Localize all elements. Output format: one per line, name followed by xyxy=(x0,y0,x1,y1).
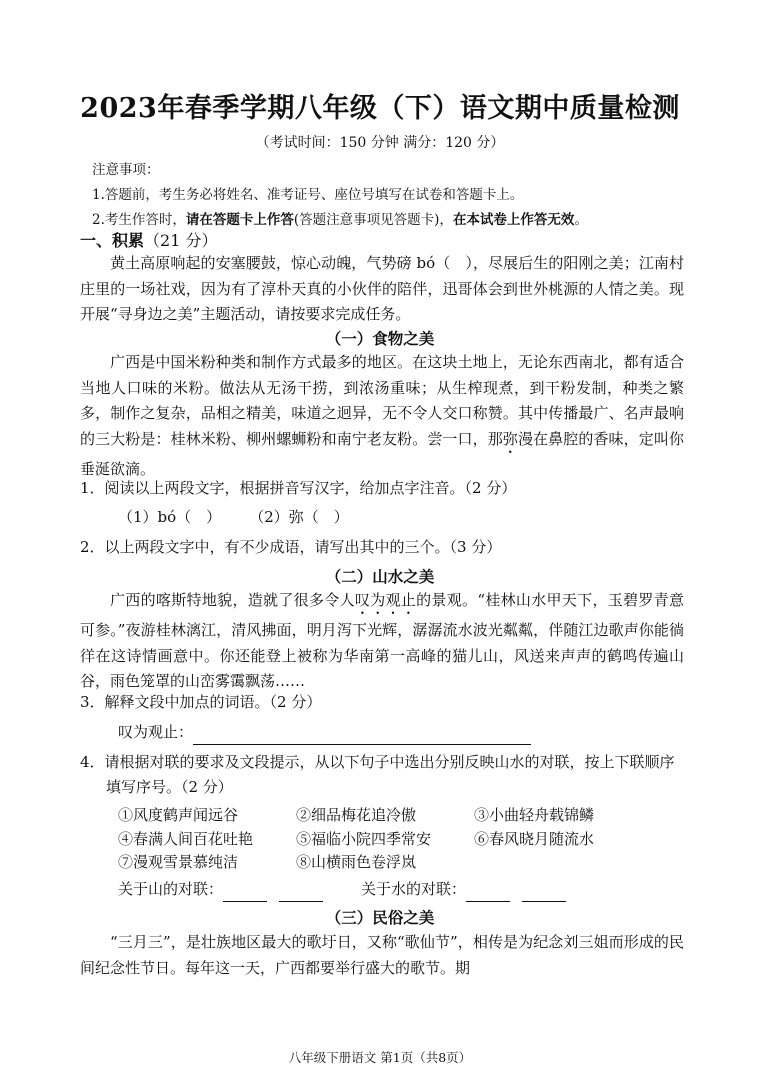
q4-text: 4．请根据对联的要求及文段提示，从以下句子中选出分别反映山水的对联，按上下联顺序填写序号。（2 分） xyxy=(80,753,675,796)
notes-block xyxy=(92,158,692,233)
q4-mountain-blank-1[interactable] xyxy=(223,882,267,902)
q4-option-2: ②细品梅花追冷傲 xyxy=(296,806,417,824)
q4-option-8: ⑧山横雨色卷浮岚 xyxy=(296,853,417,871)
q4-water-blank-1[interactable] xyxy=(466,882,510,902)
q1-blank-1[interactable]: （1）bó（ ） xyxy=(118,508,222,526)
notes-item-2-a: 2.考生作答时， xyxy=(92,212,186,228)
q4-option-6: ⑥春风晓月随流水 xyxy=(474,829,595,848)
q4-water-blank-2[interactable] xyxy=(522,882,566,902)
section-1-score: （21 分） xyxy=(144,231,218,250)
question-4 xyxy=(80,750,686,800)
q4-mountain-blank-2[interactable] xyxy=(279,882,323,902)
q4-options-row-1 xyxy=(118,804,652,828)
q4-option-3: ③小曲轻舟载锦鳞 xyxy=(474,806,595,824)
intro-paragraph: 黄土高原响起的安塞腰鼓，惊心动魄，气势磅 bó（ ），尽展后生的阳刚之美；江南村庄里的一场社戏，因为有了淳朴天真的小伙伴的陪伴，迅哥体会到世外桃源的人情之美。现开展“寻身边之美”主题活动，请按要求完成任务。 xyxy=(80,254,684,323)
part-2-text-b: 的景观。“桂林山水甲天下，玉碧罗青意可参。”夜游桂林漓江，清风拂面，明月泻下光辉，潺潺流水波光粼粼，伴随江边歌声你能徜徉在这诗情画意中。你还能登上被称为华南第一高峰的猫儿山，风送来声声的鹤鸣传遍山谷，雨色笼罩的山峦雾霭飘荡…… xyxy=(80,591,684,690)
part-3-title: （三）民俗之美 xyxy=(325,908,435,927)
q4-water-label: 关于水的对联： xyxy=(361,880,467,898)
part-1-text-a: 广西是中国米粉种类和制作方式最多的地区。在这块土地上，无论东西南北，都有适合当地人口味的米粉。做法从无汤干捞，到浓汤重味；从生榨现煮，到干粉发制，种类之繁多，制作之复杂，品相之精美，味道之迥异，无不令人交口称赞。其中传播最广、名声最响的三大粉是：桂林米粉、柳州螺蛳粉和南宁老友粉。尝一口，那 xyxy=(80,353,684,448)
q4-option-1: ①风度鹤声闻远谷 xyxy=(118,806,239,824)
q4-option-7: ⑦漫观雪景慕纯洁 xyxy=(118,853,239,871)
question-2: 2．以上两段文字中，有不少成语，请写出其中的三个。（3 分） xyxy=(80,538,502,556)
notes-item-2-e: 。 xyxy=(574,212,588,228)
page-footer: 八年级下册语文 第1页（共8页） xyxy=(288,1050,472,1065)
q4-answer-row xyxy=(118,877,722,902)
q4-options xyxy=(118,804,652,875)
q4-option-5: ⑤福临小院四季常安 xyxy=(296,829,432,848)
part-3-paragraph: “三月三”，是壮族地区最大的歌圩日，又称“歌仙节”，相传是为纪念刘三姐而形成的民间纪念性节日。每年这一天，广西都要举行盛大的歌节。期 xyxy=(80,933,684,977)
q4-option-4: ④春满人间百花吐艳 xyxy=(118,829,254,848)
section-1-label: 一、积累 xyxy=(80,231,145,250)
page-title: 2023年春季学期八年级（下）语文期中质量检测 xyxy=(80,93,680,124)
part-1-paragraph xyxy=(80,350,684,482)
question-1: 1．阅读以上两段文字，根据拼音写汉字，给加点字注音。（2 分） xyxy=(80,479,517,497)
question-3: 3．解释文段中加点的词语。（2 分） xyxy=(80,693,322,711)
part-2-paragraph xyxy=(80,588,684,695)
notes-item-2-c: (答题注意事项见答题卡)， xyxy=(293,212,453,228)
part-1-text-b: 漫在鼻腔的香味，定叫你垂涎欲滴。 xyxy=(80,429,684,478)
part-1-title: （一）食物之美 xyxy=(325,329,435,348)
dotted-char-mi: 弥 xyxy=(502,429,518,448)
notes-item-1: 1.答题前，考生务必将姓名、准考证号、座位号填写在试卷和答题卡上。 xyxy=(92,187,524,203)
q1-blank-2[interactable]: （2）弥（ ） xyxy=(249,508,349,526)
notes-heading: 注意事项： xyxy=(92,162,160,178)
dotted-word-tanweiguanzhi: 叹为观止 xyxy=(354,591,417,609)
notes-item-2-b: 请在答题卡上作答 xyxy=(185,212,294,228)
exam-info: （考试时间：150 分钟 满分：120 分） xyxy=(255,135,505,151)
question-1-blanks xyxy=(118,505,722,530)
q4-options-row-3 xyxy=(118,851,652,875)
part-2-text-a: 广西的喀斯特地貌，造就了很多令人 xyxy=(110,591,355,609)
q3-answer-line[interactable] xyxy=(193,724,531,745)
part-2-title: （二）山水之美 xyxy=(325,567,435,586)
notes-item-2-d: 在本试卷上作答无效 xyxy=(452,212,575,228)
q4-mountain-label: 关于山的对联： xyxy=(118,880,224,898)
q4-options-row-2 xyxy=(118,828,652,852)
section-1-heading xyxy=(80,228,217,251)
q3-label: 叹为观止： xyxy=(118,723,194,741)
question-3-answer xyxy=(118,720,722,745)
